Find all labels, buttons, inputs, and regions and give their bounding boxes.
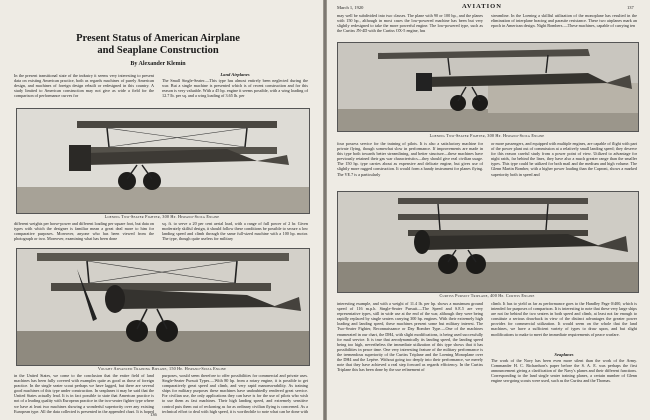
right-page <box>327 0 650 420</box>
bottom-text-col1: in the United States, we come to the conclusion that the entire field of land machines has been fully covered with examples quite as good as those of foreign practice. In the single seater scout perhaps we have lagged, but there are several good machines of this type under construction. In seaplanes it may be said that the United States actually lead. It is in fact possible to state that American practice is not of a leading quality with European practice in the two-seater fighter type where we have at least two machines showing a wonderful superiority over any existing European type. All the data collected is presented in the appended chart. It is hoped <box>14 373 154 414</box>
photo1-caption: Loening Two-Seater Fighter, 300 Hp. Hispano-Suiza Engine <box>104 214 220 219</box>
biplane-photo-1 <box>17 109 309 213</box>
triplane-photo <box>338 192 638 292</box>
header-page-number: 137 <box>627 5 634 10</box>
bottom-text-col1-right: interesting example, and with a weight of 11.4 lb. per hp. shows a maximum ground speed of 116 m.p.h. Single-Seater Pursuit.—The Speed and S.E.5 are very representative types, still in wide use at the end of the war, although they were being rapidly replaced by single seaters carrying 300 hp. engines. With their extremely high loading and landing speed, these machines present some but military interest. The Two-Seater Fighter, Reconnaissance or Day Bomber Type.—One of the machines enumerated in our chart, the DH4, with slight modifications, is being used successfully for mail service. It is true that aerodynamically its landing speed, the landing speed being too high, nevertheless the immediate utilization of this type shows that it has possibilities in peace time. One very interesting feature of the military performance is the tremendous superiority of the Curtiss Triplane and the Loening Monoplane over the DH4 and the Lepère. Without going too deeply into their performance, we merely note that they have achieved a real step forward as regards efficiency. In the Curtiss Triplane this has been done by the use refinement of <box>337 301 483 373</box>
intro-text: In the present transitional state of the industry it seems very interesting to present data on existing American practice, both as regards machines of purely American design, and machines of foreign design rebuilt or redesigned in this country. A study limited to American construction may not give as wide a field for the comparison of performance curves for <box>14 73 154 99</box>
title-line-1: Present Status of American Airplane <box>76 33 240 44</box>
page-number-left: 136 <box>150 412 157 417</box>
seaplanes-text: The work of the Navy has been even more silent than the work of the Army. Commander H. C. Richardson's paper before the S. A. E. was perhaps the first announcement giving a clarification of the Navy's planes and their different functions. Corresponding to the land single seater training planes, a certain number of Glenn engine sea-going scouts were used, such as the Curtiss and the Thomas. <box>491 358 637 384</box>
top-text-col2: streamline. In the Loening a skillful utilization of the monoplane has resulted in the elimination of interplane bracing and parasite resistance. These two airplanes mark an epoch in American design. Night Bombers.—These machines, capable of carrying ten <box>491 13 637 29</box>
mid-text-col2: sq. ft. to serve a 20 per cent aerial load, with a range of full power of 2 hr. Given moderately skilful design, it should follow these conditions be possible to secure a low landing speed and climb through the same full-sized machine with a 100 hp. motor. The type, though quite useless for military <box>162 221 308 242</box>
photo2-caption: Vought Advanced Training Biplane, 150 Hp. Hispano-Suiza Engine <box>97 366 227 371</box>
header-title: AVIATION <box>462 3 502 10</box>
header-date: March 1, 1920 <box>337 5 364 10</box>
photo-vought-trainer <box>16 248 310 366</box>
bottom-text-col2-right: climb. It has to yield as far as performance goes to the Handley Page 0/400, which is intended for purposes of comparison. It is interesting to note that these very large ships are not far behind the two seaters in both speed and climb, at least not far enough to constitute a serious drawback in view of the distinct advantages the greater power provides for commercial utilization. It would seem on the whole that the land machines, we have a sufficient variety of types to draw upon, and but slight modifications to make to meet the immediate requirements of peace warfare. <box>491 301 637 337</box>
subhead-seaplanes: Seaplanes <box>554 352 574 357</box>
mid-text-col2-right: or more passengers, and equipped with multiple engines, are capable of flight with part of the power plant out of commission at a relatively small landing speed; they deserve for this reason careful study from a power point of view. Utilized to advantage for night raids, far behind the lines, they have also a much greater range than the smaller types. This type could be utilized for both mail and the medium and high volume. The Glenn Martin Bomber, with a higher power loading than the Caproni, shows a marked superiority both in speed and <box>491 141 637 177</box>
title-line-2: and Seaplane Construction <box>97 45 219 56</box>
photo-curtiss-triplane <box>337 191 639 293</box>
article-title <box>8 33 308 57</box>
left-page <box>0 0 323 420</box>
subhead-land-airplanes: Land Airplanes <box>220 72 250 77</box>
top-text-col1: may well be subdivided into two classes. The plane with 90 or 100 hp., and the planes with 150 hp., although in most cases the low-powered machine has been but very slightly redesigned to take the more powerful engine. The low-powered type, such as the Curtiss JN-4D with the Curtiss OX-5 engine, has <box>337 13 483 34</box>
bottom-text-col2: purposes, would seem therefore to offer possibilities for commercial and private uses. Single-Seater Pursuit Types.—With 80 hp. from a rotary engine, it is possible to get comparatively great speed and climb, and very rapid manoeuvrability. As training ships for military purposes these machines have undoubtedly rendered great service. For civilian use, the only applications they can have is for the use of pilots who wish to use them as fast machines. Their high landing speed, and extremely sensitive control puts them out of reckoning as far as ordinary civilian flying is concerned. As a technical effort to deal with high speed, it is worthwhile to note what can be done with <box>162 373 308 414</box>
mid-text-col1-right: four possess service for the training of pilots. It is also a satisfactory machine for private flying, though somewhat slow in performance. If improvements are made in this type both towards better streamlining, and better structure—these machines have previously retained their gas war characteristics—they should give real civilian usage. The 150 hp. type carries about as expensive and delicate engine, but gives use of slightly more rugged construction. It would form a handy instrument for planes flying. The VE.7 is a particularly <box>337 141 483 177</box>
photo3-caption: Loening Two-Seater Fighter, 300 Hp. Hispano-Suiza Engine <box>429 133 545 138</box>
photo-loening-fighter-right <box>337 42 639 132</box>
mid-text-col1: different weights per horse-power and different loading per square foot, but data on types with which the designer is familiar mean a great deal more to him for comparative purposes. Moreover, anyone who has been viewed from the photograph or two. Moreover, examining what has been done <box>14 221 154 242</box>
biplane-photo-2 <box>17 249 309 365</box>
article-author: By Alexander Klemin <box>130 61 186 67</box>
small-single-seater-text: The Small Single-Seater.—This type has almost entirely been neglected during the war. But a single machine is presented which is of recent construction and for this reason is very valuable. With a 45 hp. engine it seems possible, with a wing loading of 12.7 lb. per sq. and a wing loading of 3.65 lb. per <box>162 78 308 99</box>
biplane-photo-3 <box>338 43 638 131</box>
photo-loening-fighter <box>16 108 310 214</box>
photo4-caption: Curtiss Pursuit Triplane, 400 Hp. Curtiss Engine <box>439 293 535 298</box>
